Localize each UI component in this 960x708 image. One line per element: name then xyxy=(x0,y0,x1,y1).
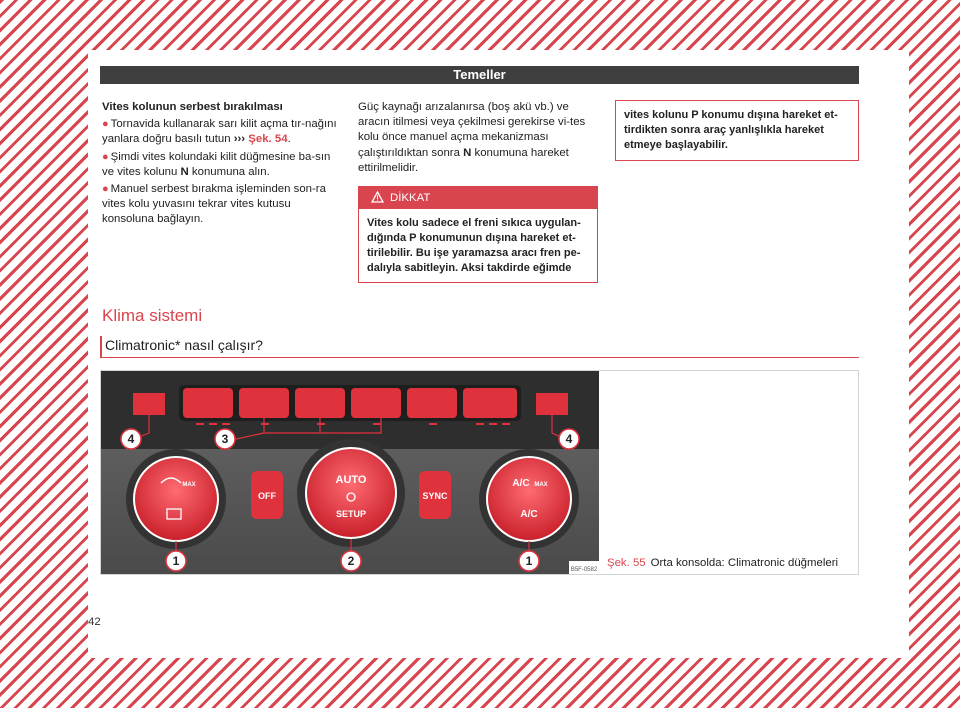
list-item: ● Tornavida kullanarak sarı kilit açma tır-nağını yanlara doğru basılı tutun ››› Şek. 54. xyxy=(102,118,337,146)
setup-label: SETUP xyxy=(335,509,367,519)
warning-header xyxy=(359,187,597,209)
page-number: 42 xyxy=(88,616,101,628)
column-1 xyxy=(102,100,340,228)
bullet-icon: ● xyxy=(102,118,109,131)
seat-heat-icon xyxy=(183,388,233,418)
callout-number: 3 xyxy=(221,432,229,446)
off-label: OFF xyxy=(258,491,276,501)
ac-label: A/C xyxy=(512,478,530,489)
warning-continued: vites kolunu P konumu dışına hareket et-tirdikten sonra araç yanlışlıkla hareket etmeye başlayabilir. xyxy=(615,100,859,161)
auto-label: AUTO xyxy=(335,474,367,486)
warning-box xyxy=(358,186,598,283)
sync-label: SYNC xyxy=(422,491,448,501)
column-2 xyxy=(358,100,598,283)
bullet-icon: ● xyxy=(102,150,109,163)
callout-number: 1 xyxy=(172,554,180,568)
callout-number: 4 xyxy=(127,432,135,446)
list-item: ● Manuel serbest bırakma işleminden son-ra vites kolu yuvasını tekrar vites kutusu konsoluna bağlayın. xyxy=(102,183,326,226)
air-direction-icon xyxy=(351,388,401,418)
warning-label: DİKKAT xyxy=(390,192,431,205)
temperature-knob-left xyxy=(134,457,218,541)
bullet-icon: ● xyxy=(102,183,109,196)
max-label: MAX xyxy=(182,482,196,488)
list-item: ● Şimdi vites kolundaki kilit düğmesine ba-sın ve vites kolunu N konumuna alın. xyxy=(102,150,331,178)
callout-number: 2 xyxy=(347,554,355,568)
side-button-right xyxy=(536,393,568,415)
seat-heat-icon xyxy=(463,388,517,418)
paragraph: Güç kaynağı arızalanırsa (boş akü vb.) ve aracın itilmesi veya çekilmesi gerekirse vi-tes kolu önce manuel açma mekanizması çalıştırıldıktan sonra N konumuna hareket ettirilmelidir. xyxy=(358,101,586,174)
air-direction-icon xyxy=(295,388,345,418)
figure-link[interactable]: Şek. 54 xyxy=(248,133,288,146)
manual-page xyxy=(88,50,909,658)
warning-triangle-icon xyxy=(371,189,384,211)
figure-code: B5F-0582 xyxy=(570,567,598,573)
warning-text: Vites kolu sadece el freni sıkıca uygulan-dığında P konumunun dışına hareket et-tirilebilir. Bu işe yaramazsa aracı fren pe-dalıyla sabitleyin. Aksi takdirde eğimde xyxy=(367,217,581,275)
recirculation-icon xyxy=(407,388,457,418)
side-button-left xyxy=(133,393,165,415)
figure-caption: Şek. 55 Orta konsolda: Climatronic düğmeleri xyxy=(607,557,839,569)
ac-max-label: MAX xyxy=(534,482,548,488)
section-subtitle: Climatronic* nasıl çalışır? xyxy=(100,336,859,358)
seat-vent-icon xyxy=(239,388,289,418)
figure-label: Şek. 55 xyxy=(607,557,646,569)
ac-label: A/C xyxy=(520,509,538,520)
callout-number: 1 xyxy=(525,554,533,568)
callout-number: 4 xyxy=(565,432,573,446)
temperature-knob-right xyxy=(487,457,571,541)
climatronic-panel-image xyxy=(101,371,599,574)
ref-arrow: ››› xyxy=(233,133,246,146)
section-title: Klima sistemi xyxy=(102,306,203,325)
page-header: Temeller xyxy=(100,66,859,84)
subheading: Vites kolunun serbest bırakılması xyxy=(102,101,283,113)
column-3 xyxy=(615,100,859,161)
figure xyxy=(100,370,859,575)
